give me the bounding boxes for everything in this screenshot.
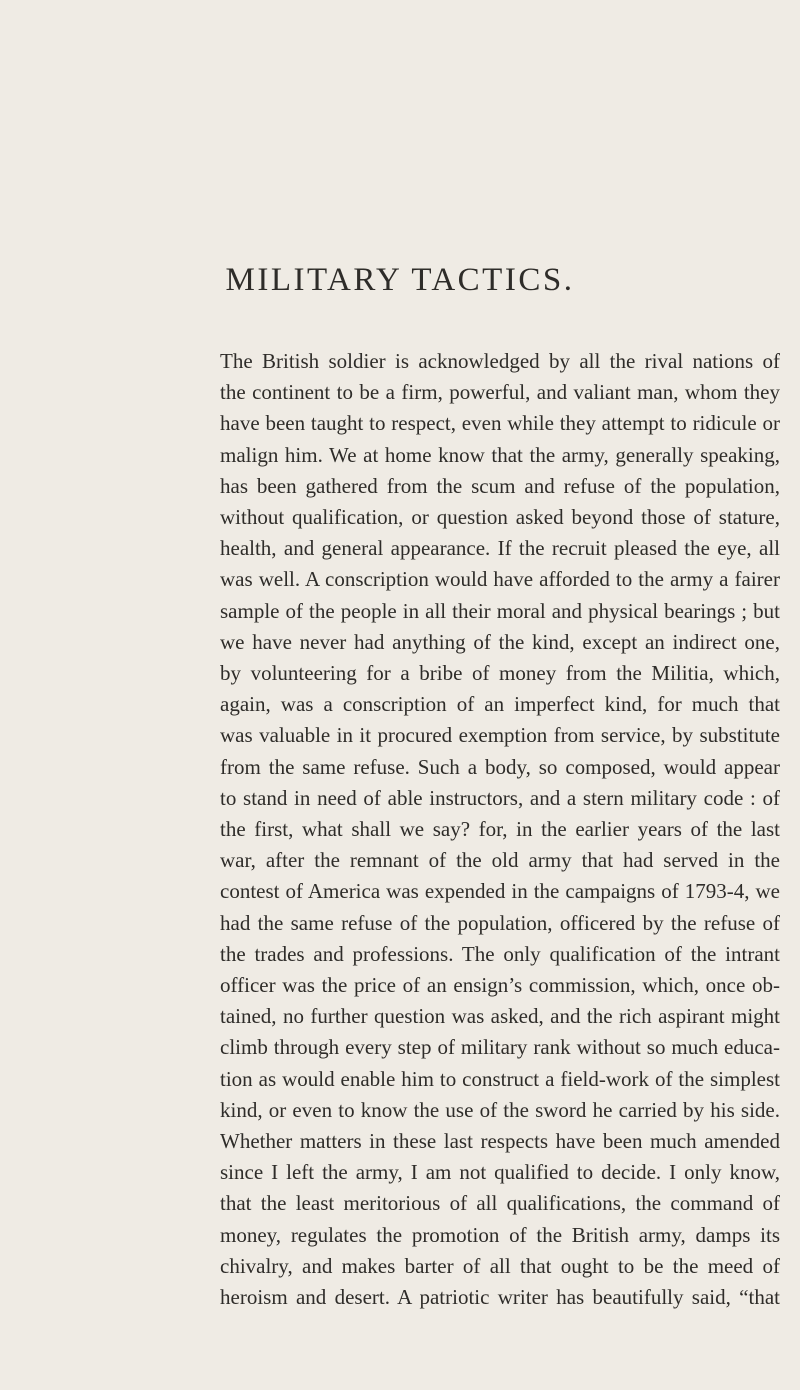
body-paragraph [220,346,780,1313]
text-line: has been gathered from the scum and refuse of the population, [220,473,780,498]
text-line: heroism and desert. A patriotic writer has beautifully said, “that [220,1285,780,1310]
text-line: have been taught to respect, even while they attempt to ridicule or [220,411,780,436]
text-line: officer was the price of an ensign’s commission, which, once ob- [220,973,780,998]
text-line: we have never had anything of the kind, except an indirect one, [220,629,780,654]
text-line: again, was a conscription of an imperfect kind, for much that [220,692,780,717]
text-line: to stand in need of able instructors, and a stern military code : of [220,785,780,810]
text-line: chivalry, and makes barter of all that ought to be the meed of [220,1253,780,1278]
text-line: malign him. We at home know that the army, generally speaking, [220,442,780,467]
text-line: contest of America was expended in the campaigns of 1793-4, we [220,879,780,904]
text-line: Whether matters in these last respects have been much amended [220,1129,780,1154]
text-line: sample of the people in all their moral and physical bearings ; but [220,598,780,623]
text-line: was well. A conscription would have afforded to the army a fairer [220,567,780,592]
text-line: the continent to be a firm, powerful, and valiant man, whom they [220,380,780,405]
text-line: had the same refuse of the population, officered by the refuse of [220,910,780,935]
text-line: without qualification, or question asked beyond those of stature, [220,505,780,530]
text-line: kind, or even to know the use of the sword he carried by his side. [220,1097,780,1122]
text-line: the trades and professions. The only qualification of the intrant [220,941,780,966]
text-line: war, after the remnant of the old army that had served in the [220,848,780,873]
text-line: was valuable in it procured exemption from service, by substitute [220,723,780,748]
text-line: tion as would enable him to construct a field-work of the simplest [220,1066,780,1091]
text-line: since I left the army, I am not qualified to decide. I only know, [220,1160,780,1185]
text-line: from the same refuse. Such a body, so composed, would appear [220,754,780,779]
text-line: climb through every step of military rank without so much educa- [220,1035,780,1060]
text-line: that the least meritorious of all qualifications, the command of [220,1191,780,1216]
text-line: money, regulates the promotion of the British army, damps its [220,1222,780,1247]
text-line: tained, no further question was asked, and the rich aspirant might [220,1004,780,1029]
text-line: the first, what shall we say? for, in the earlier years of the last [220,817,780,842]
text-line: The British soldier is acknowledged by all the rival nations of [220,349,780,373]
text-line: health, and general appearance. If the recruit pleased the eye, all [220,536,780,561]
chapter-title: MILITARY TACTICS. [225,262,575,298]
text-line: by volunteering for a bribe of money from the Militia, which, [220,661,780,686]
